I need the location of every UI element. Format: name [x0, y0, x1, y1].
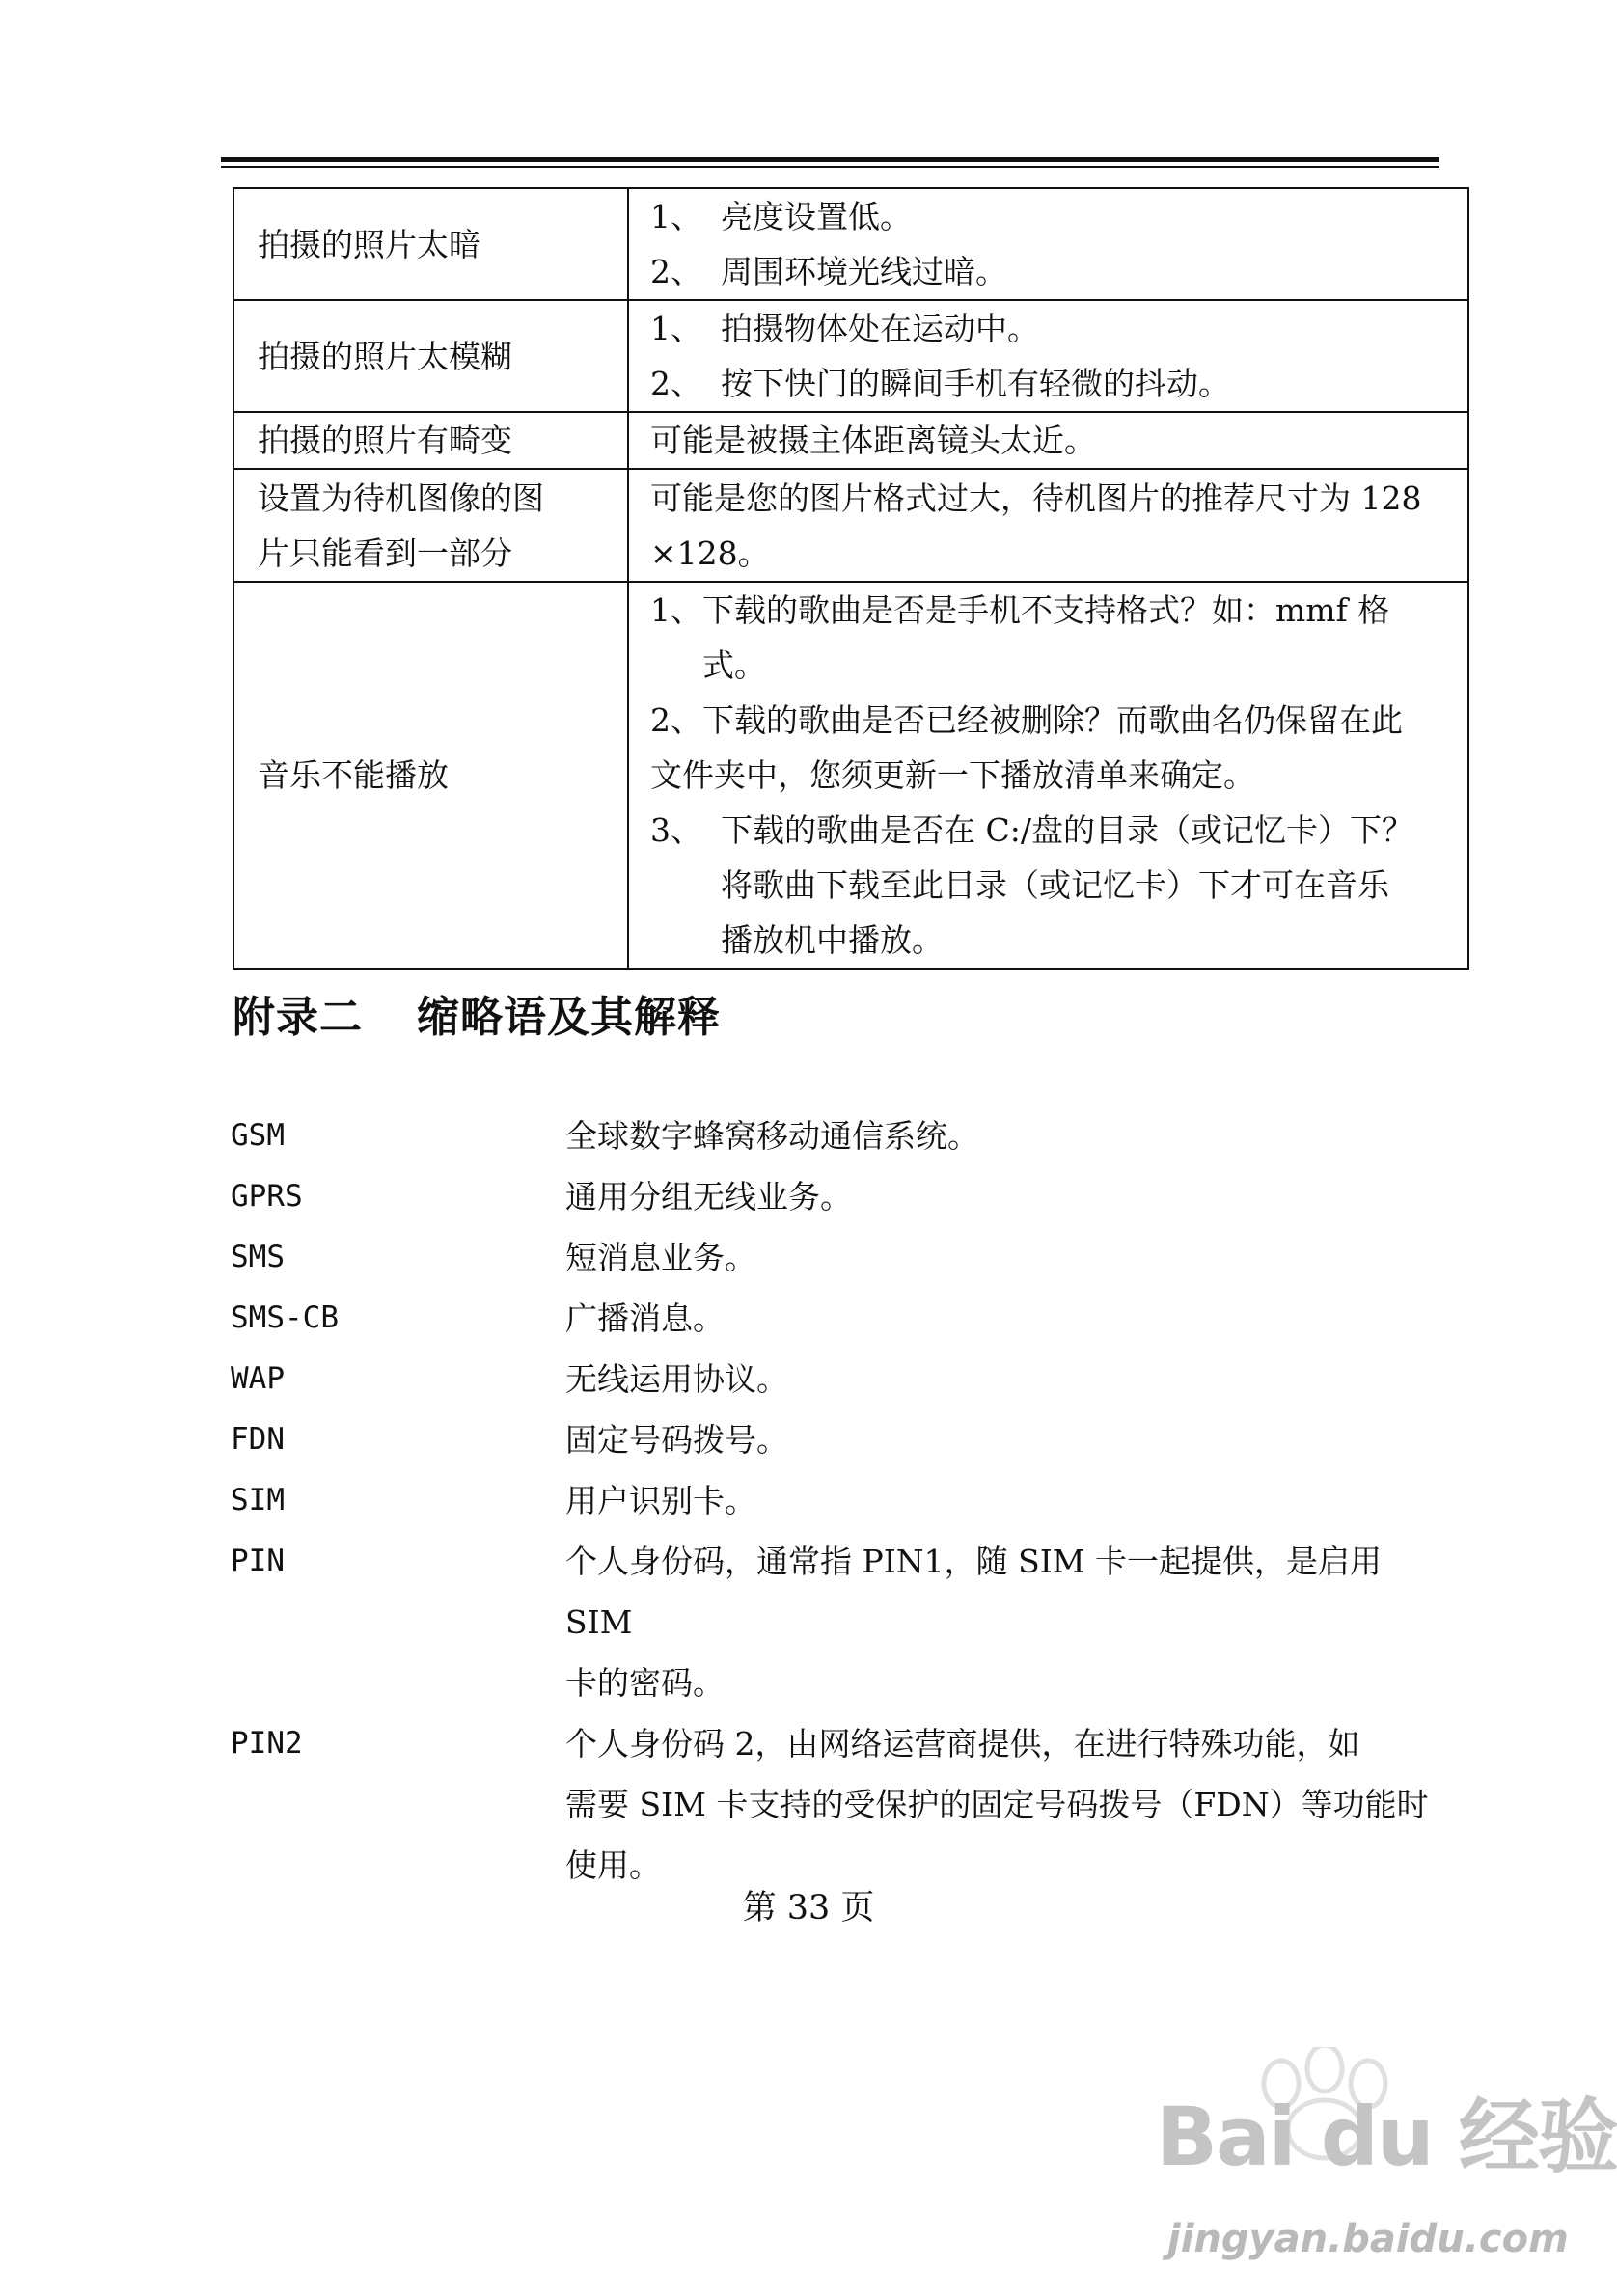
solution-cell: 可能是被摄主体距离镜头太近。: [628, 412, 1468, 469]
list-item: SMS 短消息业务。: [231, 1239, 756, 1276]
solution-cell: 1、 拍摄物体处在运动中。 2、 按下快门的瞬间手机有轻微的抖动。: [628, 300, 1468, 412]
page-number: 第 33 页: [742, 1889, 875, 1927]
abbreviation-list: [231, 1106, 1446, 1896]
watermark-url: jingyan.baidu.com: [1167, 2217, 1569, 2261]
table-row: [233, 412, 1468, 469]
table-row: [233, 582, 1468, 969]
problem-cell: 设置为待机图像的图 片只能看到一部分: [233, 469, 628, 582]
list-item: PIN 个人身份码，通常指 PIN1，随 SIM 卡一起提供，是启用 SIM 卡的密码。: [231, 1543, 1383, 1702]
appendix-title: 缩略语及其解释: [417, 993, 721, 1042]
solution-cell: 1、 下载的歌曲是否是手机不支持格式？如：mmf 格式。 2、 下载的歌曲是否已经被删除？而歌曲名仍保留在此 文件夹中，您须更新一下播放清单来确定。 3、 下载的歌曲是否在 C:/盘的目录（或记忆卡）下？ 将歌曲下载至此目录（或记忆卡）下才可在音乐 播放机中播放。: [628, 582, 1468, 969]
header-rule-thick: [221, 157, 1439, 162]
appendix-heading: [233, 982, 721, 1044]
solution-cell: 可能是您的图片格式过大，待机图片的推荐尺寸为 128 ×128。: [628, 469, 1468, 582]
table-row: [233, 188, 1468, 300]
problem-cell: 拍摄的照片有畸变: [233, 412, 628, 469]
list-item: SMS-CB 广播消息。: [231, 1299, 725, 1337]
list-item: SIM 用户识别卡。: [231, 1482, 756, 1519]
baidu-logo-watermark: Bai du 经验: [1156, 2090, 1617, 2184]
list-item: GSM 全球数字蜂窝移动通信系统。: [231, 1117, 979, 1155]
appendix-label: 附录二: [233, 993, 363, 1042]
problem-cell: 拍摄的照片太暗: [233, 188, 628, 300]
solution-cell: 1、 亮度设置低。 2、 周围环境光线过暗。: [628, 188, 1468, 300]
problem-cell: 音乐不能播放: [233, 582, 628, 969]
list-item: FDN 固定号码拨号。: [231, 1421, 788, 1459]
problem-cell: 拍摄的照片太模糊: [233, 300, 628, 412]
header-rule-thin: [221, 166, 1439, 168]
list-item: PIN2 个人身份码 2，由网络运营商提供，在进行特殊功能，如 需要 SIM 卡支持的受保护的固定号码拨号（FDN）等功能时 使用。: [231, 1725, 1429, 1884]
table-row: [233, 300, 1468, 412]
troubleshooting-table: [233, 187, 1469, 970]
table-row: [233, 469, 1468, 582]
list-item: WAP 无线运用协议。: [231, 1360, 788, 1398]
list-item: GPRS 通用分组无线业务。: [231, 1178, 852, 1216]
